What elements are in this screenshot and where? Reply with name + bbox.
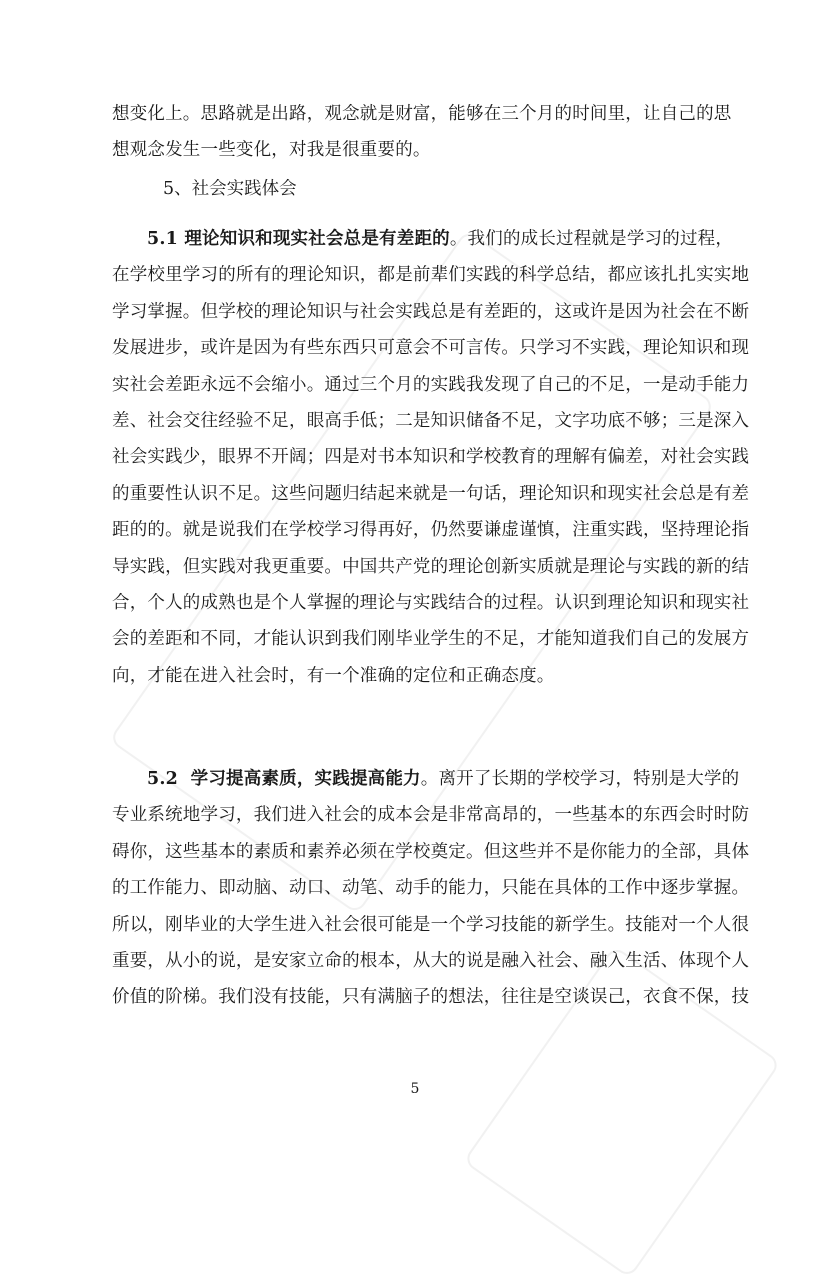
- text-line: 发展进步，或许是因为有些东西只可意会不可言传。只学习不实践，理论知识和现: [112, 338, 750, 359]
- text-line: 专业系统地学习，我们进入社会的成本会是非常高昂的，一些基本的东西会时时防: [112, 805, 750, 826]
- text-line: 合，个人的成熟也是个人掌握的理论与实践结合的过程。认识到理论知识和现实社: [112, 593, 750, 614]
- text-line: 在学校里学习的所有的理论知识，都是前辈们实践的科学总结，都应该扎扎实实地: [112, 265, 750, 286]
- text-line: [112, 761, 740, 797]
- text-line: 差、社会交往经验不足，眼高手低；二是知识储备不足，文字功底不够；三是深入: [112, 411, 750, 432]
- paragraph-5-2: [112, 761, 750, 1016]
- page-number: 5: [410, 1081, 420, 1097]
- subsection-number: 5.1: [147, 229, 185, 249]
- text-segment: 。我们的成长过程就是学习的过程，: [449, 229, 734, 249]
- subsection-number: 5.2: [147, 769, 191, 789]
- subsection-title: 学习提高素质，实践提高能力: [190, 769, 421, 789]
- text-line: 实社会差距永远不会缩小。通过三个月的实践我发现了自己的不足，一是动手能力: [112, 374, 750, 395]
- text-line: 向，才能在进入社会时，有一个准确的定位和正确态度。: [112, 665, 555, 686]
- text-line: 重要，从小的说，是安家立命的根本，从大的说是融入社会、融入生活、体现个人: [112, 951, 750, 972]
- text-segment: 。离开了长期的学校学习，特别是大学的: [420, 769, 740, 789]
- text-line: 导实践，但实践对我更重要。中国共产党的理论创新实质就是理论与实践的新的结: [112, 556, 750, 577]
- text-line: 想观念发生一些变化，对我是很重要的。: [112, 140, 431, 161]
- paragraph-continuation: [112, 96, 732, 169]
- text-line: 碍你，这些基本的素质和素养必须在学校奠定。但这些并不是你能力的全部，具体: [112, 841, 750, 862]
- text-line: 想变化上。思路就是出路，观念就是财富，能够在三个月的时间里，让自己的思: [112, 104, 732, 124]
- section-heading: 5、社会实践体会: [163, 179, 297, 199]
- text-line: 社会实践少，眼界不开阔；四是对书本知识和学校教育的理解有偏差，对社会实践: [112, 447, 750, 468]
- text-line: 会的差距和不同，才能认识到我们刚毕业学生的不足，才能知道我们自己的发展方: [112, 629, 750, 650]
- text-line: 距的的。就是说我们在学校学习得再好，仍然要谦虚谨慎，注重实践，坚持理论指: [112, 520, 750, 541]
- text-line: [112, 221, 734, 257]
- text-line: 的重要性认识不足。这些问题归结起来就是一句话，理论知识和现实社会总是有差: [112, 483, 750, 504]
- text-line: 的工作能力、即动脑、动口、动笔、动手的能力，只能在具体的工作中逐步掌握。: [112, 878, 750, 899]
- paragraph-5-1: [112, 221, 750, 694]
- subsection-title: 理论知识和现实社会总是有差距的: [184, 229, 450, 249]
- text-line: 价值的阶梯。我们没有技能，只有满脑子的想法，往往是空谈误己，衣食不保，技: [112, 987, 750, 1008]
- text-line: 学习掌握。但学校的理论知识与社会实践总是有差距的，这或许是因为社会在不断: [112, 301, 750, 322]
- text-line: 所以，刚毕业的大学生进入社会很可能是一个学习技能的新学生。技能对一个人很: [112, 914, 750, 935]
